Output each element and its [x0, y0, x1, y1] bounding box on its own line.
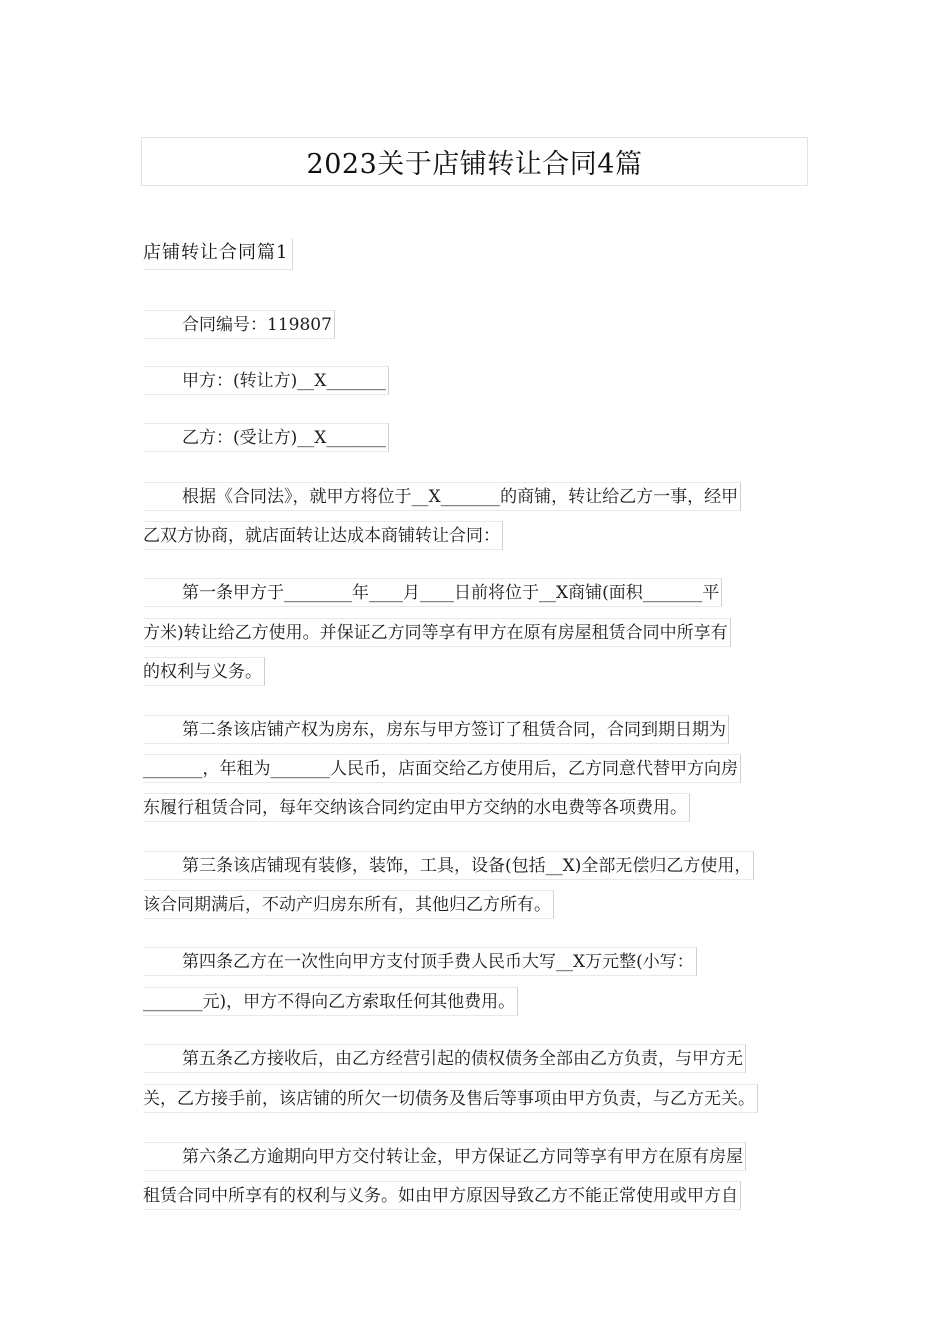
party-b-line: 乙方：(受让方)__X_______ — [143, 423, 389, 452]
article-6-line-1: 第六条乙方逾期向甲方交付转让金，甲方保证乙方同等享有甲方在原有房屋 — [143, 1142, 746, 1171]
preamble-line-1: 根据《合同法》，就甲方将位于__X_______的商铺，转让给乙方一事，经甲 — [143, 482, 741, 511]
article-1-line-1: 第一条甲方于________年____月____日前将位于__X商铺(面积_______平 — [143, 578, 722, 607]
article-5-line-1: 第五条乙方接收后，由乙方经营引起的债权债务全部由乙方负责，与甲方无 — [143, 1044, 746, 1073]
document-title: 2023关于店铺转让合同4篇 — [306, 149, 643, 180]
article-4-line-1: 第四条乙方在一次性向甲方支付顶手费人民币大写__X万元整(小写： — [143, 947, 697, 976]
article-6-line-2: 租赁合同中所享有的权利与义务。如由甲方原因导致乙方不能正常使用或甲方自 — [143, 1181, 741, 1210]
document-title-box — [141, 137, 808, 186]
party-a-line: 甲方：(转让方)__X_______ — [143, 366, 389, 395]
article-3-line-2: 该合同期满后，不动产归房东所有，其他归乙方所有。 — [143, 890, 554, 919]
article-4-line-2: _______元)，甲方不得向乙方索取任何其他费用。 — [143, 987, 518, 1016]
article-3-line-1: 第三条该店铺现有装修，装饰，工具，设备(包括__X)全部无偿归乙方使用， — [143, 851, 754, 880]
article-1-line-3: 的权利与义务。 — [143, 657, 265, 686]
article-2-line-2: _______，年租为_______人民币，店面交给乙方使用后，乙方同意代替甲方向房 — [143, 754, 741, 783]
preamble-line-2: 乙双方协商，就店面转让达成本商铺转让合同： — [143, 521, 503, 550]
article-1-line-2: 方米)转让给乙方使用。并保证乙方同等享有甲方在原有房屋租赁合同中所享有 — [143, 618, 731, 647]
article-5-line-2: 关，乙方接手前，该店铺的所欠一切债务及售后等事项由甲方负责，与乙方无关。 — [143, 1084, 758, 1113]
section-heading: 店铺转让合同篇1 — [143, 239, 293, 270]
article-2-line-3: 东履行租赁合同，每年交纳该合同约定由甲方交纳的水电费等各项费用。 — [143, 793, 690, 822]
contract-number-line: 合同编号：119807 — [143, 310, 335, 339]
article-2-line-1: 第二条该店铺产权为房东，房东与甲方签订了租赁合同，合同到期日期为 — [143, 715, 729, 744]
